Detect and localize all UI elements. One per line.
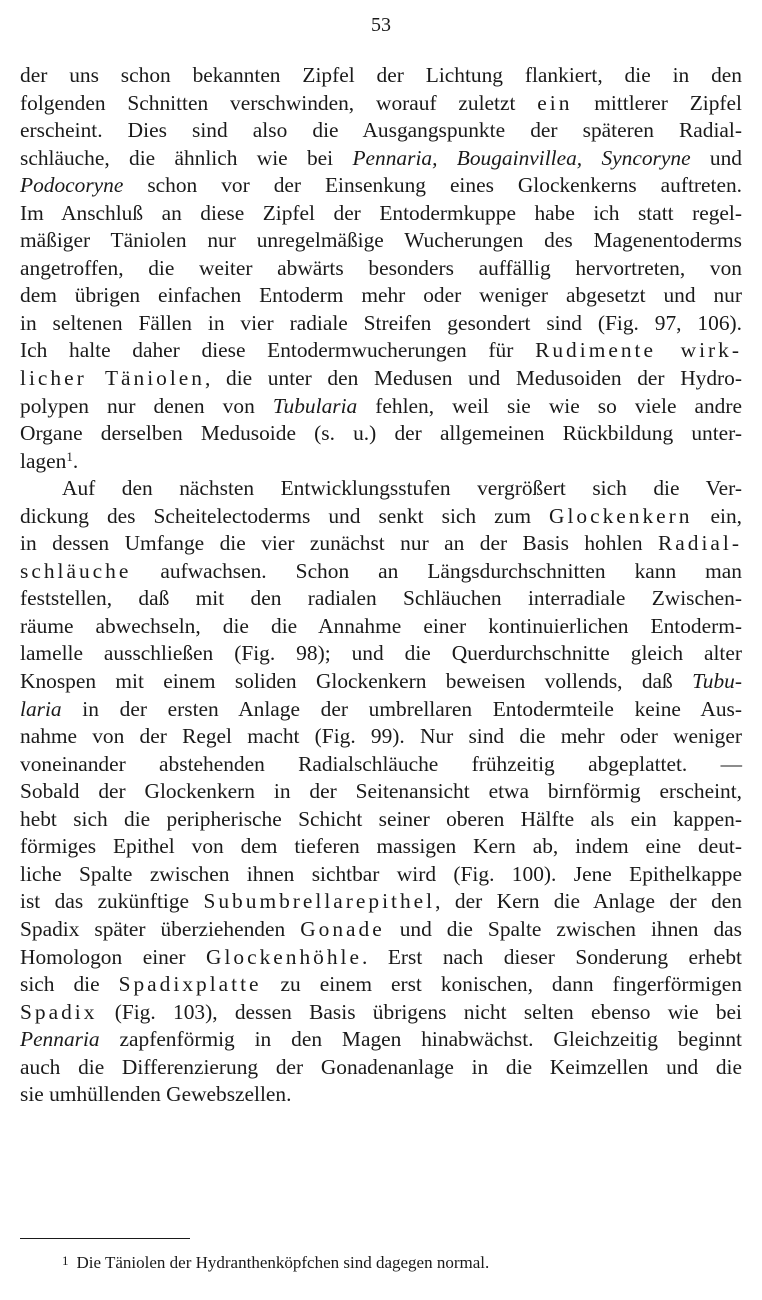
- paragraph-1-line: Ich halte daher diese Entodermwucherungen für Rudimente wirk-: [20, 338, 742, 363]
- paragraph-2-line: Knospen mit einem soliden Glockenkern beweisen vollends, daß Tubu-: [20, 669, 742, 694]
- spaced-emphasis: Rudimente wirk-: [535, 338, 742, 363]
- footnote-divider: [20, 1238, 190, 1239]
- paragraph-2-line: voneinander abstehenden Radialschläuche frühzeitig abgeplattet. —: [20, 751, 742, 776]
- taxon-name: Pennaria,: [352, 145, 438, 170]
- paragraph-2-line: nahme von der Regel macht (Fig. 99). Nur sind die mehr oder weniger: [20, 724, 742, 749]
- paragraph-1-line: licher Täniolen, die unter den Medusen und Medusoiden der Hydro-: [20, 366, 742, 391]
- paragraph-2-line: förmiges Epithel von dem tieferen massigen Kern ab, indem eine deut-: [20, 834, 742, 859]
- paragraph-2-line: liche Spalte zwischen ihnen sichtbar wird (Fig. 100). Jene Epithelkappe: [20, 861, 742, 886]
- paragraph-2-line: in dessen Umfange die vier zunächst nur an der Basis hohlen Radial-: [20, 531, 742, 556]
- taxon-name: Podocoryne: [20, 173, 124, 198]
- paragraph-2-line: Sobald der Glockenkern in der Seitenansicht etwa birnförmig erscheint,: [20, 779, 742, 804]
- spaced-emphasis: Glockenhöhle: [206, 944, 362, 969]
- paragraph-2-line: sie umhüllenden Gewebszellen.: [20, 1082, 292, 1107]
- paragraph-1-line: folgenden Schnitten verschwinden, worauf zuletzt ein mittlerer Zipfel: [20, 90, 742, 115]
- paragraph-2-line: lamelle ausschließen (Fig. 98); und die Querdurchschnitte gleich alter: [20, 641, 742, 666]
- spaced-emphasis: Spadixplatte: [118, 972, 262, 997]
- taxon-name: Syncoryne: [601, 145, 691, 170]
- body-text: [20, 62, 742, 1109]
- paragraph-1-line: der uns schon bekannten Zipfel der Lichtung flankiert, die in den: [20, 63, 742, 87]
- paragraph-2-line: sich die Spadixplatte zu einem erst konischen, dann fingerförmigen: [20, 972, 742, 997]
- page-number: 53: [371, 14, 391, 36]
- paragraph-2-line: hebt sich die peripherische Schicht seiner oberen Hälfte als ein kappen-: [20, 806, 742, 831]
- footnote-marker: 1: [62, 1253, 69, 1268]
- paragraph-1-line: dem übrigen einfachen Entoderm mehr oder weniger abgesetzt und nur: [20, 283, 742, 308]
- paragraph-1-line: mäßiger Täniolen nur unregelmäßige Wucherungen des Magenentoderms: [20, 228, 742, 253]
- footnote-text: Die Täniolen der Hydranthenköpfchen sind dagegen normal.: [76, 1253, 490, 1272]
- paragraph-1-line: lagen$^1$.: [20, 448, 79, 473]
- paragraph-2-line: laria in der ersten Anlage der umbrellaren Entodermteile keine Aus-: [20, 696, 742, 721]
- paragraph-2-line: ist das zukünftige Subumbrellarepithel, der Kern die Anlage der den: [20, 889, 742, 914]
- paragraph-2-line: räume abwechseln, die die Annahme einer kontinuierlichen Entoderm-: [20, 613, 742, 638]
- paragraph-2-line: dickung des Scheitelectoderms und senkt sich zum Glockenkern ein,: [20, 503, 742, 528]
- paragraph-1-line: erscheint. Dies sind also die Ausgangspunkte der späteren Radial-: [20, 118, 742, 143]
- footnote: [62, 1253, 489, 1273]
- paragraph-2-line: Pennaria zapfenförmig in den Magen hinabwächst. Gleichzeitig beginnt: [20, 1027, 742, 1052]
- paragraph-2-line: Homologon einer Glockenhöhle. Erst nach dieser Sonderung erhebt: [20, 944, 742, 969]
- paragraph-1-line: angetroffen, die weiter abwärts besonders auffällig hervortreten, von: [20, 255, 742, 280]
- spaced-emphasis: licher Täniolen: [20, 366, 205, 391]
- paragraph-2-line: Spadix (Fig. 103), dessen Basis übrigens nicht selten ebenso wie bei: [20, 999, 742, 1024]
- paragraph-2-line: feststellen, daß mit den radialen Schläuchen interradiale Zwischen-: [20, 586, 742, 611]
- paragraph-2-line: schläuche aufwachsen. Schon an Längsdurchschnitten kann man: [20, 558, 742, 583]
- spaced-emphasis: Gonade: [300, 916, 385, 941]
- taxon-name: laria: [20, 696, 62, 721]
- paragraph-1-line: Organe derselben Medusoide (s. u.) der allgemeinen Rückbildung unter-: [20, 421, 742, 446]
- paragraph-1-line: in seltenen Fällen in vier radiale Streifen gesondert sind (Fig. 97, 106).: [20, 310, 742, 335]
- footnote-reference: 1: [66, 448, 73, 464]
- taxon-name: Pennaria: [20, 1027, 100, 1052]
- spaced-emphasis: Spadix: [20, 999, 98, 1024]
- paragraph-1-line: Im Anschluß an diese Zipfel der Entodermkuppe habe ich statt regel-: [20, 200, 742, 225]
- spaced-emphasis: Radial-: [658, 531, 742, 556]
- paragraph-2-line: Spadix später überziehenden Gonade und die Spalte zwischen ihnen das: [20, 916, 742, 941]
- paragraph-1-line: Podocoryne schon vor der Einsenkung eines Glockenkerns auftreten.: [20, 173, 742, 198]
- paragraph-2-line: Auf den nächsten Entwicklungsstufen vergrößert sich die Ver-: [62, 476, 742, 501]
- paragraph-1-line: schläuche, die ähnlich wie bei Pennaria, Bougainvillea, Syncoryne und: [20, 145, 742, 170]
- spaced-emphasis: Subumbrellarepithel: [203, 889, 436, 914]
- taxon-name: Tubularia: [272, 393, 358, 418]
- taxon-name: Bougainvillea,: [456, 145, 583, 170]
- taxon-name: Tubu-: [692, 669, 742, 694]
- spaced-emphasis: schläuche: [20, 558, 132, 583]
- paragraph-2-line: auch die Differenzierung der Gonadenanlage in die Keimzellen und die: [20, 1054, 742, 1079]
- spaced-emphasis: Glockenkern: [549, 503, 693, 528]
- paragraph-1-line: polypen nur denen von Tubularia fehlen, weil sie wie so viele andre: [20, 393, 742, 418]
